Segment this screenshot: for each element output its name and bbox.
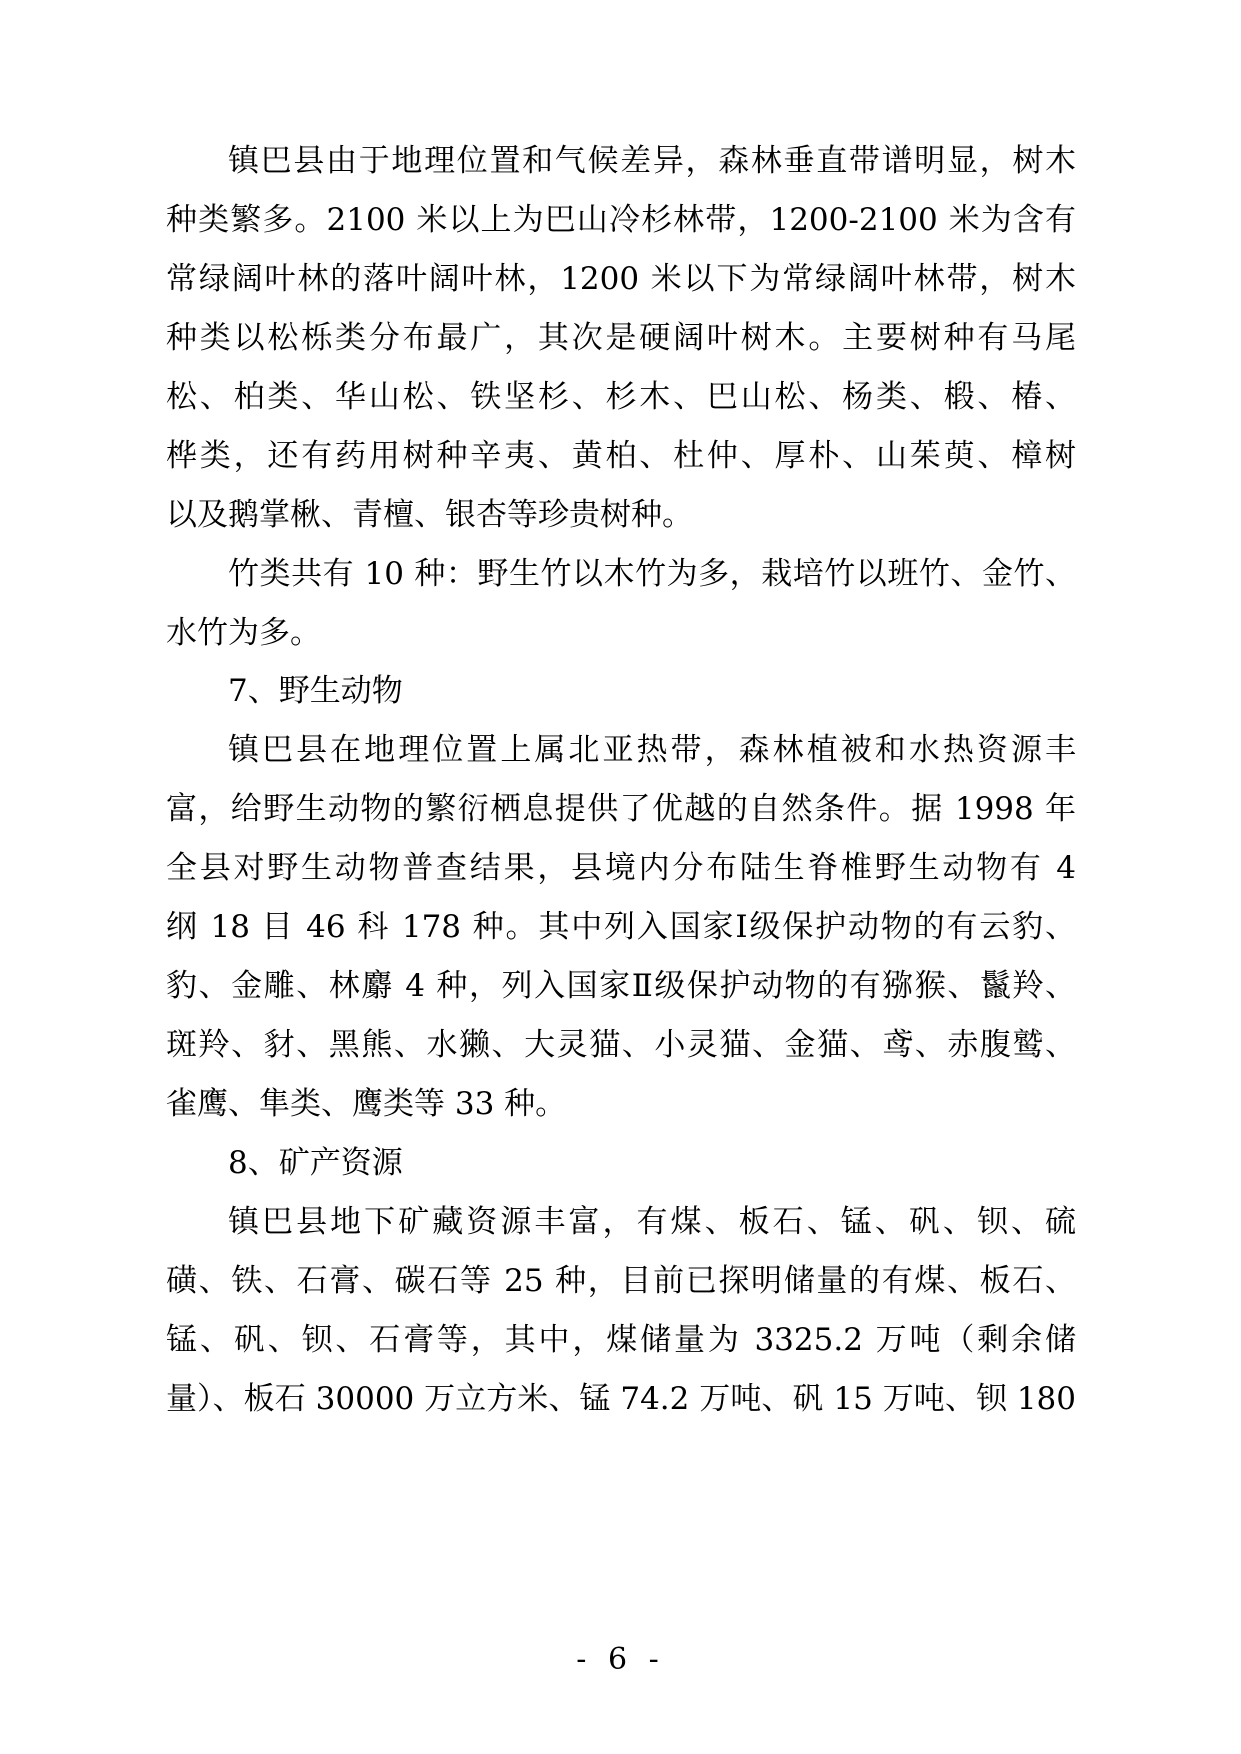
paragraph-line: 豹、金雕、林麝 4 种，列入国家Ⅱ级保护动物的有猕猴、鬣羚、 (166, 968, 1076, 1004)
section-heading-minerals: 8、矿产资源 (228, 1145, 403, 1181)
paragraph-line: 镇巴县由于地理位置和气候差异，森林垂直带谱明显，树木 (228, 143, 1076, 179)
page-number: - 6 - (576, 1642, 665, 1677)
paragraph-line: 种类繁多。2100 米以上为巴山冷杉林带，1200-2100 米为含有 (166, 202, 1076, 238)
paragraph-line: 斑羚、豺、黑熊、水獭、大灵猫、小灵猫、金猫、鸢、赤腹鹫、 (166, 1027, 1076, 1063)
paragraph-line: 量）、板石 30000 万立方米、锰 74.2 万吨、矾 15 万吨、钡 180 (166, 1381, 1076, 1417)
section-heading-wildlife: 7、野生动物 (228, 673, 403, 709)
paragraph-line: 磺、铁、石膏、碳石等 25 种，目前已探明储量的有煤、板石、 (166, 1263, 1076, 1299)
paragraph-line: 镇巴县地下矿藏资源丰富，有煤、板石、锰、矾、钡、硫 (228, 1204, 1076, 1240)
paragraph-line: 常绿阔叶林的落叶阔叶林，1200 米以下为常绿阔叶林带，树木 (166, 261, 1076, 297)
paragraph-line: 富，给野生动物的繁衍栖息提供了优越的自然条件。据 1998 年 (166, 791, 1076, 827)
paragraph-line: 锰、矾、钡、石膏等，其中，煤储量为 3325.2 万吨（剩余储 (166, 1322, 1076, 1358)
paragraph-line: 水竹为多。 (166, 615, 321, 651)
paragraph-line: 松、柏类、华山松、铁坚杉、杉木、巴山松、杨类、椴、椿、 (166, 379, 1076, 415)
paragraph-line: 竹类共有 10 种：野生竹以木竹为多，栽培竹以班竹、金竹、 (228, 556, 1076, 592)
paragraph-line: 以及鹅掌楸、青檀、银杏等珍贵树种。 (166, 497, 693, 533)
paragraph-line: 种类以松栎类分布最广，其次是硬阔叶树木。主要树种有马尾 (166, 320, 1076, 356)
paragraph-line: 镇巴县在地理位置上属北亚热带，森林植被和水热资源丰 (228, 732, 1076, 768)
paragraph-line: 全县对野生动物普查结果，县境内分布陆生脊椎野生动物有 4 (166, 850, 1076, 886)
paragraph-line: 雀鹰、隼类、鹰类等 33 种。 (166, 1086, 567, 1122)
paragraph-line: 桦类，还有药用树种辛夷、黄柏、杜仲、厚朴、山茱萸、樟树 (166, 438, 1076, 474)
paragraph-line: 纲 18 目 46 科 178 种。其中列入国家Ⅰ级保护动物的有云豹、 (166, 909, 1076, 945)
